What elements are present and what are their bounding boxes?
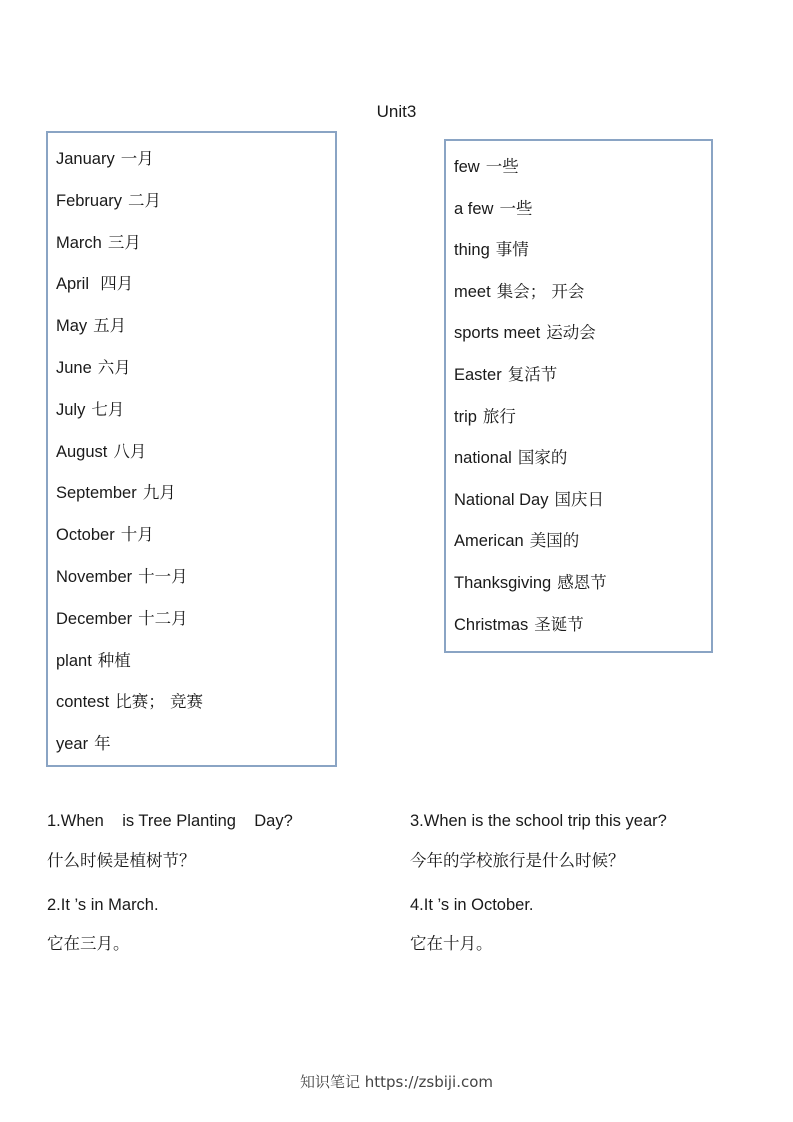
vocab-item	[446, 448, 711, 490]
vocab-item	[48, 567, 335, 609]
answer-2-translation: 它在三月。	[47, 934, 130, 953]
vocab-english: December	[56, 609, 133, 628]
vocab-english: sports meet	[454, 324, 541, 343]
vocab-chinese: 年	[94, 734, 111, 754]
vocab-chinese: 运动会	[546, 323, 596, 343]
vocab-english: year	[56, 735, 89, 754]
vocab-item	[446, 199, 711, 241]
vocab-chinese: 国庆日	[554, 489, 604, 509]
vocab-english: July	[56, 400, 86, 419]
vocab-chinese: 美国的	[529, 531, 580, 551]
vocab-english: a few	[454, 199, 494, 218]
vocab-item	[446, 407, 711, 449]
vocab-english: October	[56, 526, 115, 545]
vocab-item	[48, 442, 335, 484]
vocab-chinese: 六月	[97, 357, 131, 377]
vocab-item	[446, 490, 711, 532]
vocab-english: Easter	[454, 365, 502, 384]
question-1-translation: 什么时候是植树节？	[47, 851, 196, 870]
vocab-chinese: 十一月	[138, 566, 188, 586]
vocab-chinese: 一月	[120, 149, 154, 168]
vocab-english: National Day	[454, 490, 549, 509]
vocab-item	[48, 692, 335, 734]
vocab-item	[446, 615, 711, 657]
vocab-english: March	[56, 233, 102, 252]
vocab-chinese: 种植	[97, 650, 131, 670]
vocab-item	[48, 358, 335, 400]
question-3-translation: 今年的学校旅行是什么时候？	[410, 851, 625, 870]
vocab-chinese: 十月	[120, 525, 154, 545]
vocab-item	[48, 609, 335, 651]
vocab-chinese: 集会； 开会	[496, 281, 585, 301]
vocab-chinese: 一些	[485, 157, 519, 176]
vocab-chinese: 复活节	[507, 364, 558, 384]
vocab-chinese: 八月	[113, 441, 147, 461]
vocab-chinese: 九月	[142, 483, 176, 503]
vocab-list-right	[446, 141, 711, 656]
vocab-chinese: 二月	[128, 190, 162, 210]
vocab-item	[446, 365, 711, 407]
vocab-english: thing	[454, 241, 490, 260]
sentences-left	[47, 811, 387, 971]
vocab-item	[446, 573, 711, 615]
vocab-item	[48, 274, 335, 316]
vocab-chinese: 四月	[95, 274, 134, 294]
footer-watermark: 知识笔记 https://zsbiji.com	[299, 1073, 494, 1091]
vocab-item	[48, 525, 335, 567]
vocab-chinese: 七月	[91, 399, 125, 419]
vocab-chinese: 旅行	[482, 406, 516, 426]
vocab-item	[446, 240, 711, 282]
vocab-english: trip	[454, 407, 477, 426]
vocab-item	[48, 651, 335, 693]
vocab-english: August	[56, 442, 108, 461]
vocab-english: April	[56, 275, 90, 294]
vocab-chinese: 比赛； 竞赛	[115, 692, 203, 712]
vocab-box-right	[444, 139, 713, 653]
vocab-item	[48, 316, 335, 358]
vocab-english: January	[56, 150, 115, 168]
vocab-english: November	[56, 567, 133, 586]
vocab-list-left	[48, 133, 335, 776]
vocab-english: plant	[56, 651, 92, 670]
vocab-chinese: 感恩节	[557, 572, 607, 592]
vocab-item	[446, 323, 711, 365]
vocab-box-left	[46, 131, 337, 767]
vocab-chinese: 圣诞节	[534, 614, 584, 634]
page-title: Unit3	[376, 102, 417, 121]
vocab-chinese: 十二月	[138, 608, 188, 628]
vocab-item	[446, 531, 711, 573]
vocab-english: few	[454, 158, 480, 176]
vocab-item	[48, 149, 335, 191]
question-1: 1.When is Tree Planting Day?	[47, 812, 293, 830]
vocab-chinese: 一些	[499, 198, 533, 218]
vocab-item	[48, 483, 335, 525]
vocab-english: Christmas	[454, 615, 529, 634]
vocab-item	[446, 157, 711, 199]
question-3: 3.When is the school trip this year?	[410, 812, 667, 830]
vocab-item	[446, 282, 711, 324]
vocab-english: February	[56, 191, 123, 210]
vocab-english: September	[56, 484, 137, 503]
answer-4-translation: 它在十月。	[410, 934, 493, 953]
sentences-right	[410, 811, 770, 971]
vocab-chinese: 事情	[495, 240, 529, 260]
vocab-english: contest	[56, 693, 110, 712]
vocab-english: June	[56, 358, 92, 377]
vocab-english: American	[454, 532, 524, 551]
vocab-chinese: 国家的	[517, 448, 568, 468]
answer-4: 4.It ’s in October.	[410, 896, 534, 914]
vocab-english: May	[56, 317, 88, 336]
vocab-chinese: 三月	[107, 232, 141, 252]
vocab-english: meet	[454, 282, 491, 301]
vocab-english: national	[454, 449, 512, 468]
answer-2: 2.It ’s in March.	[47, 896, 159, 914]
vocab-item	[48, 734, 335, 776]
vocab-item	[48, 233, 335, 275]
vocab-chinese: 五月	[93, 316, 127, 336]
vocab-item	[48, 400, 335, 442]
vocab-english: Thanksgiving	[454, 573, 552, 592]
vocab-item	[48, 191, 335, 233]
